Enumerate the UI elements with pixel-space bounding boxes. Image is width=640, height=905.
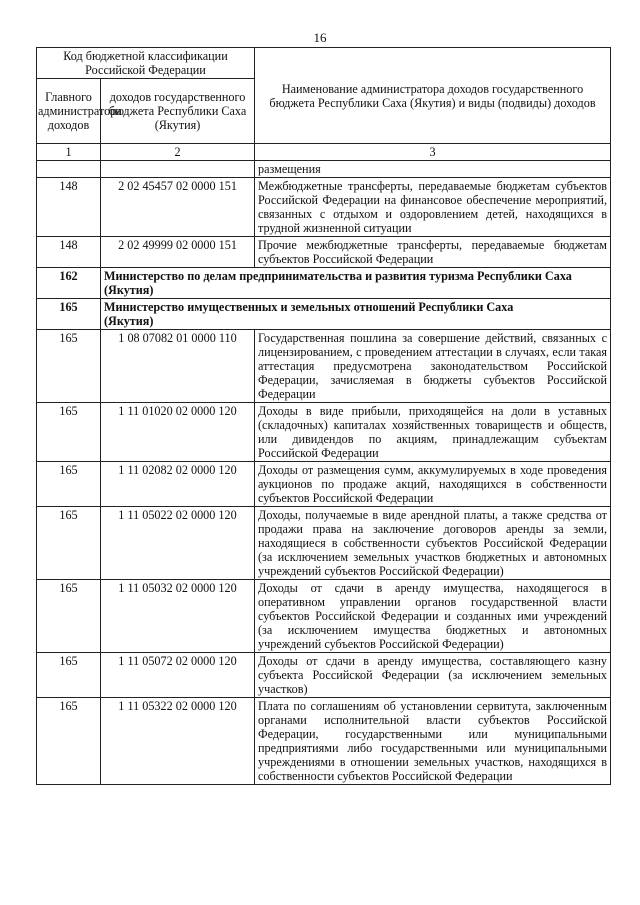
income-name: Межбюджетные трансферты, передаваемые бюджетам субъектов Российской Федерации на финансовое обеспечение мероприятий, связанных с отдыхом и оздоровлением детей, находящихся в трудной жизненной ситуации xyxy=(255,178,611,237)
table-row xyxy=(37,330,611,403)
admin-code: 148 xyxy=(37,178,101,237)
header-row xyxy=(37,48,611,79)
income-code xyxy=(101,161,255,178)
header-code-group: Код бюджетной классификации Российской Федерации xyxy=(37,48,255,79)
ministry-row xyxy=(37,299,611,330)
income-code: 1 11 01020 02 0000 120 xyxy=(101,403,255,462)
header-col2: доходов государственного бюджета Республики Саха (Якутия) xyxy=(101,79,255,144)
ministry-row xyxy=(37,268,611,299)
admin-code: 165 xyxy=(37,698,101,785)
income-name: Доходы от сдачи в аренду имущества, составляющего казну субъекта Российской Федерации (за исключением земельных участков) xyxy=(255,653,611,698)
income-name: Доходы в виде прибыли, приходящейся на доли в уставных (складочных) капиталах хозяйственных товариществ и обществ, или дивидендов по акциям, принадлежащим субъектам Российской Федерации xyxy=(255,403,611,462)
table-row xyxy=(37,403,611,462)
table-row xyxy=(37,698,611,785)
admin-code: 165 xyxy=(37,299,101,330)
income-name: Прочие межбюджетные трансферты, передаваемые бюджетам субъектов Российской Федерации xyxy=(255,237,611,268)
admin-code: 165 xyxy=(37,330,101,403)
admin-code: 165 xyxy=(37,403,101,462)
admin-code: 165 xyxy=(37,507,101,580)
income-code: 2 02 49999 02 0000 151 xyxy=(101,237,255,268)
table-row xyxy=(37,178,611,237)
table-row xyxy=(37,580,611,653)
table-row xyxy=(37,462,611,507)
income-name: Доходы от размещения сумм, аккумулируемых в ходе проведения аукционов по продаже акций, находящихся в собственности субъектов Российской Федерации xyxy=(255,462,611,507)
income-code: 1 08 07082 01 0000 110 xyxy=(101,330,255,403)
income-name: Доходы от сдачи в аренду имущества, находящегося в оперативном управлении органов государственной власти субъектов Российской Федерации и созданных ими учреждений (за исключением имущества бюджетных и автономных учреждений субъектов Российской Федерации) xyxy=(255,580,611,653)
table-row xyxy=(37,161,611,178)
admin-code: 165 xyxy=(37,653,101,698)
income-code: 2 02 45457 02 0000 151 xyxy=(101,178,255,237)
table-row xyxy=(37,653,611,698)
admin-code: 162 xyxy=(37,268,101,299)
income-name: Плата по соглашениям об установлении сервитута, заключенным органами исполнительной власти субъектов Российской Федерации, государственными или муниципальными предприятиями либо государственными или муниципальными учреждениями в отношении земельных участков, находящихся в собственности субъектов Российской Федерации xyxy=(255,698,611,785)
column-number-row xyxy=(37,144,611,161)
income-name: Государственная пошлина за совершение действий, связанных с лицензированием, с проведением аттестации в случаях, если такая аттестация предусмотрена законодательством Российской Федерации, зачисляемая в бюджеты субъектов Российской Федерации xyxy=(255,330,611,403)
admin-code: 165 xyxy=(37,462,101,507)
admin-code xyxy=(37,161,101,178)
page-number: 16 xyxy=(313,30,327,45)
budget-classification-table xyxy=(36,47,611,785)
income-name: размещения xyxy=(255,161,611,178)
table-row xyxy=(37,237,611,268)
income-code: 1 11 05072 02 0000 120 xyxy=(101,653,255,698)
column-number-3: 3 xyxy=(255,144,611,161)
ministry-name: Министерство по делам предпринимательства и развития туризма Республики Саха (Якутия) xyxy=(101,268,611,299)
income-name: Доходы, получаемые в виде арендной платы, а также средства от продажи права на заключение договоров аренды за земли, находящиеся в собственности субъектов Российской Федерации (за исключением земельных участков бюджетных и автономных учреждений субъектов Российской Федерации) xyxy=(255,507,611,580)
income-code: 1 11 05022 02 0000 120 xyxy=(101,507,255,580)
income-code: 1 11 02082 02 0000 120 xyxy=(101,462,255,507)
table-row xyxy=(37,507,611,580)
income-code: 1 11 05032 02 0000 120 xyxy=(101,580,255,653)
ministry-name: Министерство имущественных и земельных отношений Республики Саха (Якутия) xyxy=(101,299,611,330)
income-code: 1 11 05322 02 0000 120 xyxy=(101,698,255,785)
header-col3: Наименование администратора доходов государственного бюджета Республики Саха (Якутия) и виды (подвиды) доходов xyxy=(255,48,611,144)
column-number-1: 1 xyxy=(37,144,101,161)
column-number-2: 2 xyxy=(101,144,255,161)
admin-code: 165 xyxy=(37,580,101,653)
admin-code: 148 xyxy=(37,237,101,268)
header-col1: Главного администратора доходов xyxy=(37,79,101,144)
